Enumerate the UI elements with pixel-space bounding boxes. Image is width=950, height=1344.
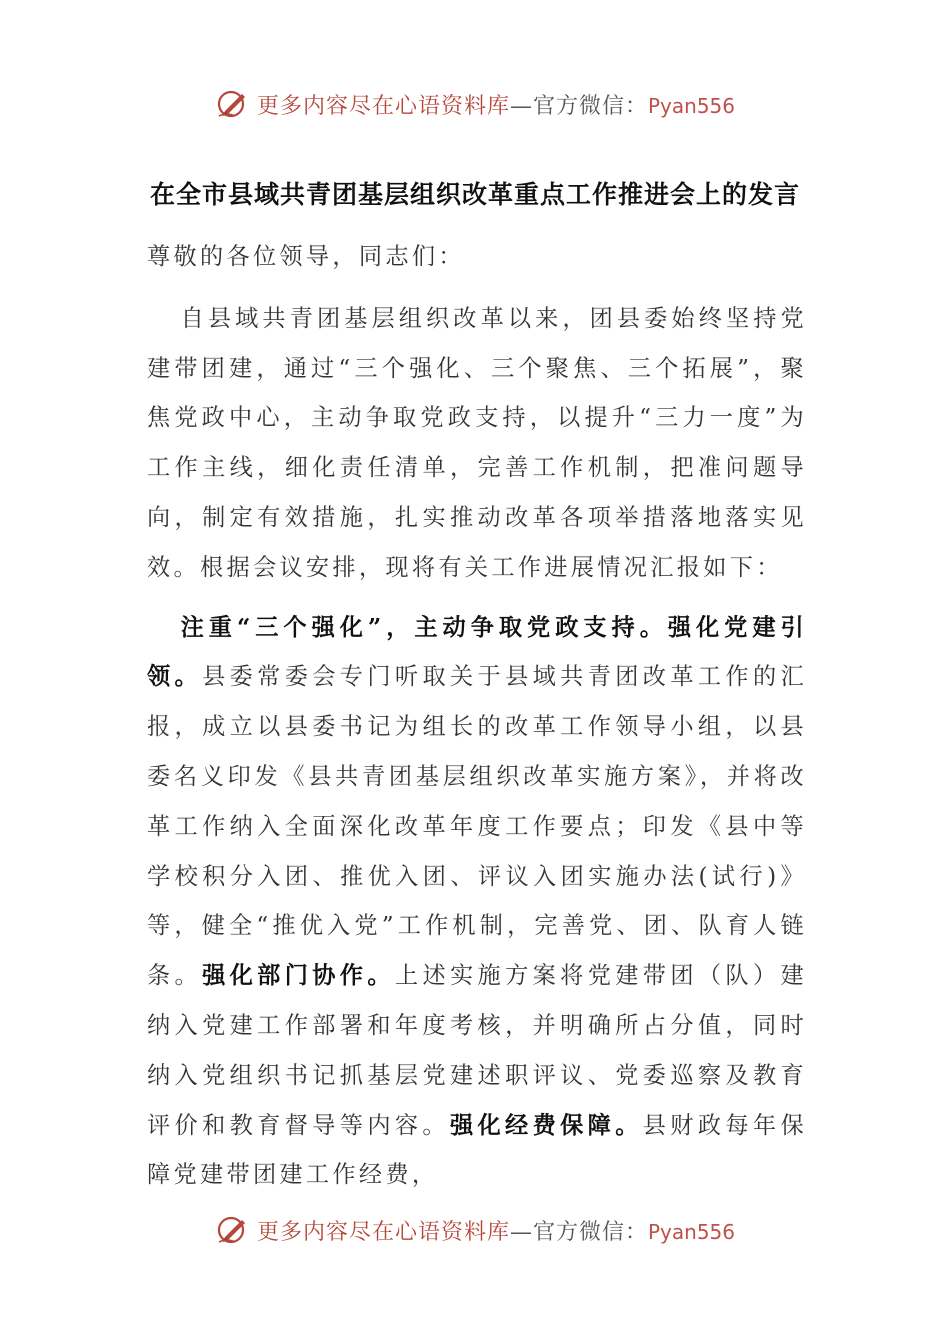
subsection-title-funding: 强化经费保障。 bbox=[449, 1111, 643, 1139]
banner-site-text: 更多内容尽在心语资料库 bbox=[256, 93, 510, 119]
banner-wechat-label: 官方微信： bbox=[532, 93, 648, 119]
salutation: 尊敬的各位领导，同志们： bbox=[147, 243, 465, 270]
header-banner bbox=[0, 82, 950, 126]
subsection-text-funding: 县财政每年保障党建带团建工作经费， bbox=[147, 1111, 807, 1189]
pen-logo-icon bbox=[215, 1212, 251, 1248]
banner-wechat-id: Pyan556 bbox=[648, 1219, 736, 1244]
paragraph-section-1 bbox=[147, 603, 807, 1201]
subsection-title-department-cooperation: 强化部门协作。 bbox=[202, 962, 395, 990]
document-title: 在全市县域共青团基层组织改革重点工作推进会上的发言 bbox=[149, 180, 800, 209]
footer-banner bbox=[0, 1208, 950, 1252]
banner-separator: — bbox=[509, 93, 533, 119]
subsection-text-department-cooperation: 上述实施方案将党建带团（队）建纳入党建工作部署和年度考核，并明确所占分值，同时纳入党组织书记抓基层党建述职评议、党委巡察及教育评价和教育督导等内容。 bbox=[147, 962, 807, 1139]
banner-wechat-label: 官方微信： bbox=[532, 1219, 648, 1245]
document-body bbox=[147, 232, 807, 1200]
banner-site-text: 更多内容尽在心语资料库 bbox=[256, 1219, 510, 1245]
banner-text bbox=[257, 89, 735, 120]
subsection-text-party-building: 县委常委会专门听取关于县域共青团改革工作的汇报，成立以县委书记为组长的改革工作领导小组，以县委名义印发《县共青团基层组织改革实施方案》，并将改革工作纳入全面深化改革年度工作要点；印发《县中等学校积分入团、推优入团、评议入团实施办法(试行)》等，健全“推优入党”工作机制，完善党、团、队育人链条。 bbox=[147, 663, 807, 990]
section-heading: 注重“三个强化”，主动争取党政支持。 bbox=[180, 613, 668, 641]
banner-separator: — bbox=[509, 1219, 533, 1245]
subsection-title-party-building: 强化党建引领。 bbox=[147, 613, 807, 691]
paragraph-intro: 自县域共青团基层组织改革以来，团县委始终坚持党建带团建，通过“三个强化、三个聚焦、三个拓展”，聚焦党政中心，主动争取党政支持，以提升“三力一度”为工作主线，细化责任清单，完善工作机制，把准问题导向，制定有效措施，扎实推动改革各项举措落地落实见效。根据会议安排，现将有关工作进展情况汇报如下： bbox=[147, 304, 807, 581]
pen-logo-icon bbox=[215, 86, 251, 122]
banner-wechat-id: Pyan556 bbox=[648, 93, 736, 118]
banner-text bbox=[257, 1215, 735, 1246]
